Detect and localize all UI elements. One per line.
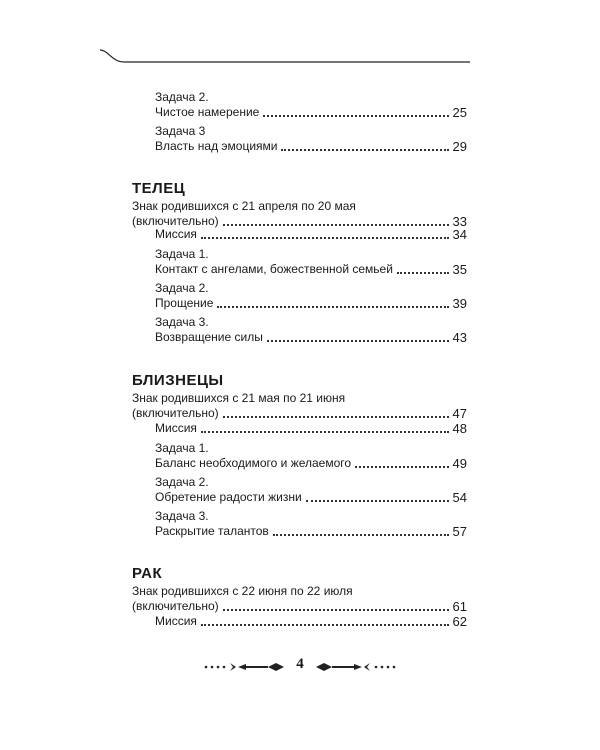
page-ref: 34 (452, 227, 467, 242)
section-heading-cancer: РАК (132, 565, 163, 582)
dot-leader (223, 608, 449, 611)
dot-leader (223, 415, 449, 418)
task-title: Обретение радости жизни (155, 490, 302, 504)
page-ref: 61 (452, 599, 467, 614)
dot-leader (223, 223, 449, 226)
page-ref: 49 (452, 456, 467, 471)
task-number: Задача 3. (155, 315, 209, 329)
task-number: Задача 2. (155, 90, 209, 104)
task-number: Задача 2. (155, 475, 209, 489)
task-number: Задача 1. (155, 247, 209, 261)
decorative-header-rule (0, 0, 600, 80)
task-title: Возвращение силы (155, 330, 263, 344)
task-title: Раскрытие талантов (155, 524, 269, 538)
page-ref: 29 (452, 139, 467, 154)
task-title: Власть над эмоциями (155, 139, 278, 153)
sign-dates: Знак родившихся с 21 мая по 21 июня (132, 391, 346, 405)
task-number: Задача 3 (155, 124, 206, 138)
toc-entry-mission[interactable] (155, 227, 467, 242)
mission-label: Миссия (155, 227, 197, 241)
sign-dates-cont: (включительно) (132, 214, 219, 228)
sign-dates: Знак родившихся с 21 апреля по 20 мая (132, 199, 356, 213)
page-ref: 62 (452, 614, 467, 629)
toc-entry[interactable] (155, 90, 467, 120)
dot-leader (201, 623, 449, 626)
dot-leader (267, 339, 449, 342)
page-ref: 57 (452, 524, 467, 539)
task-title: Прощение (155, 296, 214, 310)
task-title: Контакт с ангелами, божественной семьей (155, 262, 393, 276)
page-ref: 25 (452, 105, 467, 120)
toc-entry[interactable] (155, 509, 467, 539)
section-heading-gemini: БЛИЗНЕЦЫ (132, 372, 224, 389)
toc-entry-sign[interactable] (132, 199, 467, 229)
toc-entry[interactable] (155, 247, 467, 277)
section-heading-taurus: ТЕЛЕЦ (132, 180, 186, 197)
dot-leader (263, 114, 448, 117)
page-ref: 43 (452, 330, 467, 345)
toc-entry-mission[interactable] (155, 614, 467, 629)
toc-entry-mission[interactable] (155, 421, 467, 436)
sign-dates-cont: (включительно) (132, 406, 219, 420)
toc-entry-sign[interactable] (132, 584, 467, 614)
task-number: Задача 3. (155, 509, 209, 523)
task-number: Задача 1. (155, 441, 209, 455)
toc-entry[interactable] (155, 315, 467, 345)
task-number: Задача 2. (155, 281, 209, 295)
dot-leader (273, 533, 449, 536)
page-ref: 54 (452, 490, 467, 505)
dot-leader (355, 465, 448, 468)
page-ref: 35 (452, 262, 467, 277)
sign-dates: Знак родившихся с 22 июня по 22 июля (132, 584, 353, 598)
toc-entry[interactable] (155, 281, 467, 311)
dot-leader (306, 499, 449, 502)
dot-leader (397, 271, 449, 274)
dot-leader (201, 236, 449, 239)
toc-entry-sign[interactable] (132, 391, 467, 421)
dot-leader (217, 305, 448, 308)
page-ref: 48 (452, 421, 467, 436)
sign-dates-cont: (включительно) (132, 599, 219, 613)
toc-entry[interactable] (155, 475, 467, 505)
mission-label: Миссия (155, 421, 197, 435)
page-ref: 39 (452, 296, 467, 311)
page-ref: 47 (452, 406, 467, 421)
toc-entry[interactable] (155, 124, 467, 154)
dot-leader (281, 148, 448, 151)
mission-label: Миссия (155, 614, 197, 628)
page-ref: 33 (452, 214, 467, 229)
page-number: 4 (296, 656, 304, 672)
toc-entry[interactable] (155, 441, 467, 471)
task-title: Баланс необходимого и желаемого (155, 456, 352, 470)
task-title: Чистое намерение (155, 105, 260, 119)
dot-leader (201, 430, 449, 433)
